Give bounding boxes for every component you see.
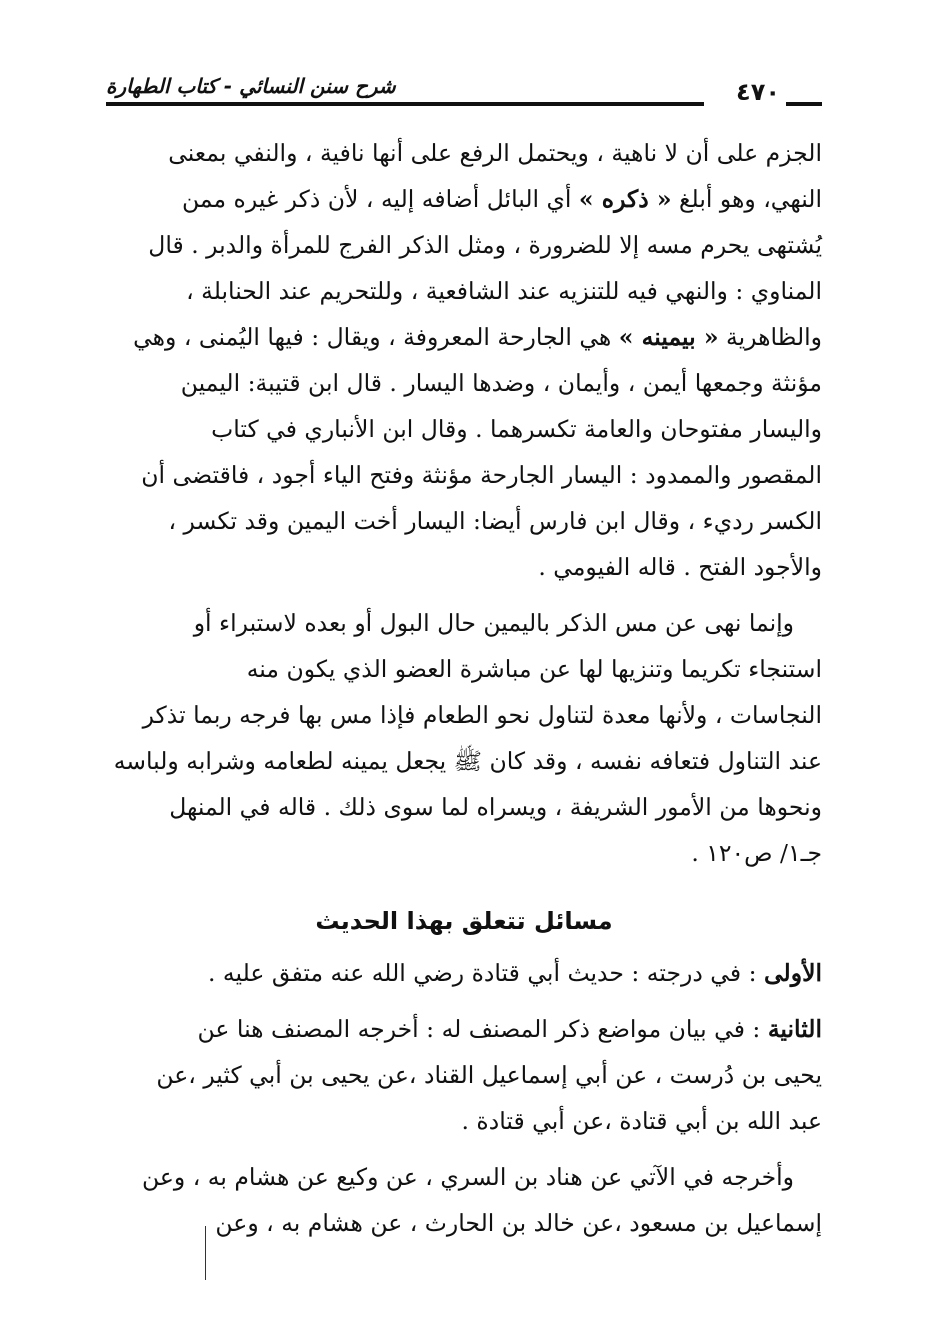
issue-second: [106, 1006, 822, 1144]
text-run: النهي، وهو أبلغ: [671, 185, 822, 213]
issue-label: الثانية: [767, 1015, 822, 1043]
section-heading: مسائل تتعلق بهذا الحديث: [315, 907, 613, 935]
issue-first: [106, 950, 822, 996]
text-run: والظاهرية: [718, 323, 822, 351]
text-line: وأخرجه في الآتي عن هناد بن السري ، عن وكيع عن هشام به ، وعن: [141, 1163, 794, 1191]
text-line: عبد الله بن أبي قتادة ،عن أبي قتادة .: [461, 1107, 822, 1135]
text-line: استنجاء تكريما وتنزيها لها عن مباشرة العضو الذي يكون منه: [246, 655, 822, 683]
text-run: أي البائل أضافه إليه ، لأن ذكر غيره ممن: [182, 185, 579, 213]
text-run: هي الجارحة المعروفة ، ويقال : فيها اليُمنى ، وهي: [133, 323, 619, 351]
text-line: [106, 176, 822, 222]
quoted-term: « ذكره »: [578, 185, 672, 213]
issue-label: الأولى: [763, 959, 822, 987]
text-line: النجاسات ، ولأنها معدة لتناول نحو الطعام فإذا مس بها فرجه ربما تذكر: [142, 701, 822, 729]
text-line: واليسار مفتوحان والعامة تكسرهما . وقال ابن الأنباري في كتاب: [211, 415, 822, 443]
text-line: الكسر رديء ، وقال ابن فارس أيضا: اليسار أخت اليمين وقد تكسر ،: [168, 507, 822, 535]
text-line: يُشتهى يحرم مسه إلا للضرورة ، ومثل الذكر الفرج للمرأة والدبر . قال: [148, 231, 822, 259]
text-line: [106, 314, 822, 360]
text-line: إسماعيل بن مسعود ،عن خالد بن الحارث ، عن هشام به ، وعن: [215, 1209, 822, 1237]
text-run: : في درجته : حديث أبي قتادة رضي الله عنه متفق عليه .: [207, 959, 764, 987]
margin-mark: [205, 1226, 206, 1280]
text-line: الجزم على أن لا ناهية ، ويحتمل الرفع على أنها نافية ، والنفي بمعنى: [168, 139, 822, 167]
text-line: والأجود الفتح . قاله الفيومي .: [538, 553, 822, 581]
text-line: يحيى بن دُرست ، عن أبي إسماعيل القناد ،عن يحيى بن أبي كثير ،عن: [156, 1061, 822, 1089]
paragraph-also-narrated: [106, 1154, 822, 1246]
text-run: : في بيان مواضع ذكر المصنف له : أخرجه المصنف هنا عن: [197, 1015, 768, 1043]
quoted-term: « بيمينه »: [618, 323, 719, 351]
text-line: عند التناول فتعافه نفسه ، وقد كان ﷺ يجعل يمينه لطعامه وشرابه ولباسه: [113, 747, 822, 775]
page-header: [106, 74, 822, 114]
text-line: جـ١/ ص١٢٠ .: [691, 839, 822, 867]
header-rule: [106, 102, 704, 106]
text-line: [106, 1006, 822, 1052]
text-line: مؤنثة وجمعها أيمن ، وأيمان ، وضدها اليسار . قال ابن قتيبة: اليمين: [180, 369, 822, 397]
page-body: [106, 130, 822, 1246]
paragraph-commentary: [106, 130, 822, 590]
text-line: المناوي : والنهي فيه للتنزيه عند الشافعية ، وللتحريم عند الحنابلة ،: [186, 277, 822, 305]
running-title: شرح سنن النسائي - كتاب الطهارة: [106, 74, 396, 98]
text-line: المقصور والممدود : اليسار الجارحة مؤنثة وفتح الياء أجود ، فاقتضى أن: [141, 461, 822, 489]
text-line: [106, 950, 822, 996]
text-line: وإنما نهى عن مس الذكر باليمين حال البول أو بعده لاستبراء أو: [193, 609, 794, 637]
paragraph-reason: [106, 600, 822, 876]
header-dash: [786, 102, 822, 106]
text-line: ونحوها من الأمور الشريفة ، ويسراه لما سوى ذلك . قاله في المنهل: [169, 793, 822, 821]
page-number: ٤٧٠: [736, 78, 780, 106]
